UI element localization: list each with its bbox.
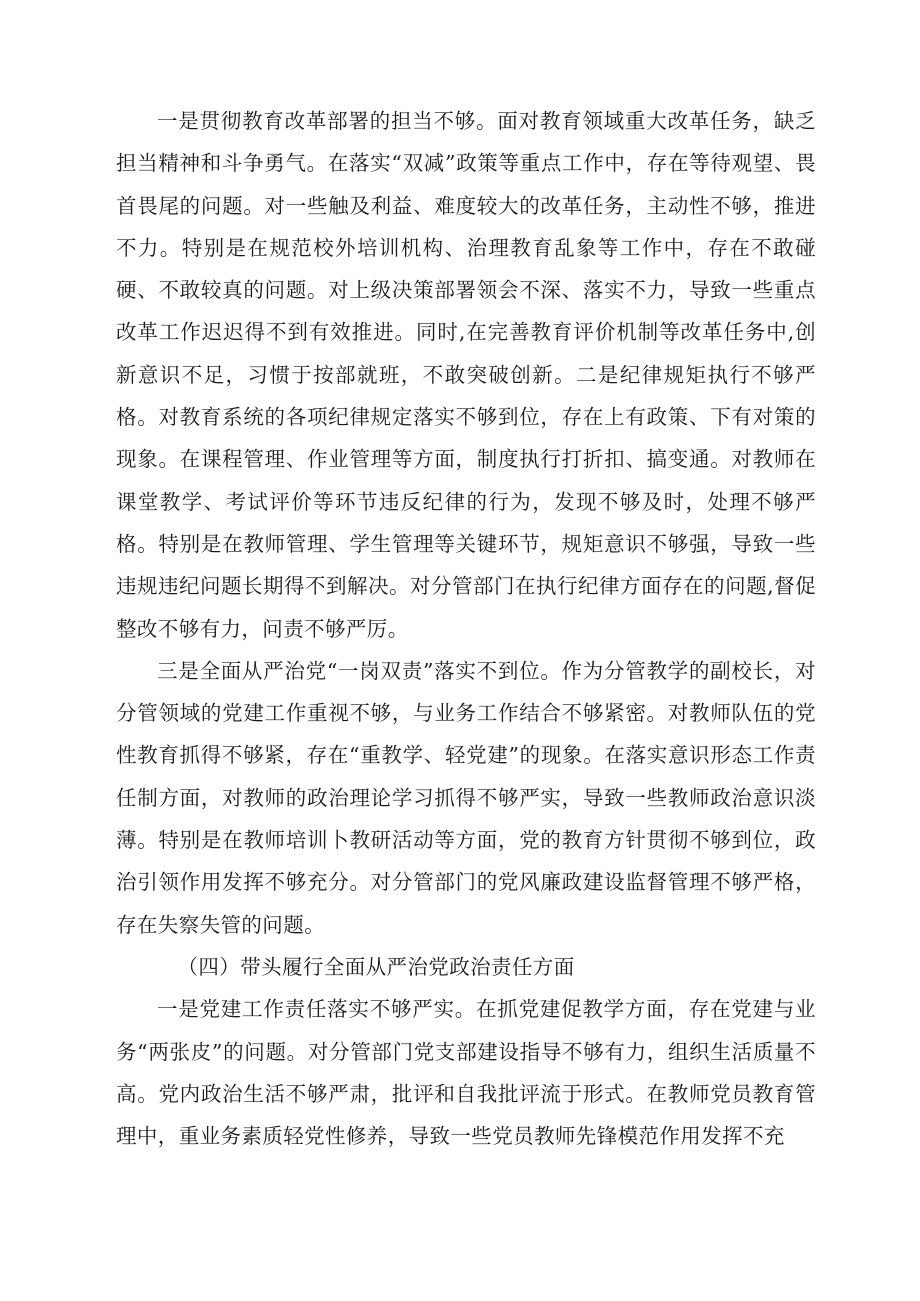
document-body <box>116 100 816 1157</box>
paragraph-party-building: 一是党建工作责任落实不够严实。在抓党建促教学方面，存在党建与业务“两张皮”的问题。对分管部门党支部建设指导不够有力，组织生活质量不高。党内政治生活不够严肃，批评和自我批评流于形式。在教师党员教育管理中，重业务素质轻党性修养，导致一些党员教师先锋模范作用发挥不充 <box>116 997 816 1149</box>
section-heading-four: （四）带头履行全面从严治党政治责任方面 <box>177 954 575 979</box>
paragraph-party-responsibility: 三是全面从严治党“一岗双责”落实不到位。作为分管教学的副校长，对分管领域的党建工作重视不够，与业务工作结合不够紧密。对教师队伍的党性教育抓得不够紧，存在“重教学、轻党建”的现象。在落实意识形态工作责任制方面，对教师的政治理论学习抓得不够严实，导致一些教师政治意识淡薄。特别是在教师培训卜教研活动等方面，党的教育方针贯彻不够到位，政治引领作用发挥不够充分。对分管部门的党风廉政建设监督管理不够严格，存在失察失管的问题。 <box>116 658 816 937</box>
paragraph-reform-and-discipline: 一是贯彻教育改革部署的担当不够。面对教育领域重大改革任务，缺乏担当精神和斗争勇气。在落实“双减”政策等重点工作中，存在等待观望、畏首畏尾的问题。对一些触及利益、难度较大的改革任务，主动性不够，推进不力。特别是在规范校外培训机构、治理教育乱象等工作中，存在不敢碰硬、不敢较真的问题。对上级决策部署领会不深、落实不力，导致一些重点改革工作迟迟得不到有效推进。同时,在完善教育评价机制等改革任务中,创新意识不足，习惯于按部就班，不敢突破创新。二是纪律规矩执行不够严格。对教育系统的各项纪律规定落实不够到位，存在上有政策、下有对策的现象。在课程管理、作业管理等方面，制度执行打折扣、搞变通。对教师在课堂教学、考试评价等环节违反纪律的行为，发现不够及时，处理不够严格。特别是在教师管理、学生管理等关键环节，规矩意识不够强，导致一些违规违纪问题长期得不到解决。对分管部门在执行纪律方面存在的问题,督促整改不够有力，问责不够严厉。 <box>116 109 816 641</box>
